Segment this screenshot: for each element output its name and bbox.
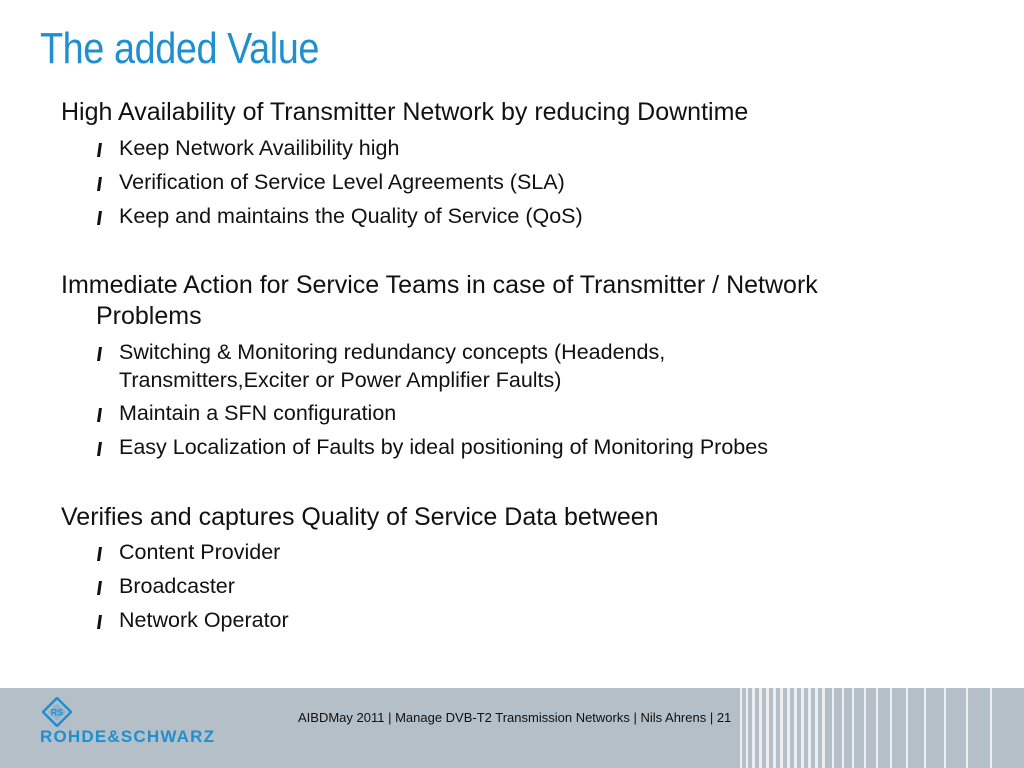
footer-text: AIBDMay 2011 | Manage DVB-T2 Transmission Networks | Nils Ahrens | 21 [298,710,732,725]
logo-wordmark: ROHDE&SCHWARZ [40,727,216,746]
slide-title: The added Value [40,24,319,73]
section-2-bullet-1: Switching & Monitoring redundancy concepts (Headends, Transmitters,Exciter or Power Amplifier Faults) [98,338,918,394]
section-3-bullet-2: Broadcaster [98,572,918,600]
section-3-bullet-3: Network Operator [98,606,918,634]
section-2-heading [61,270,961,332]
section-1-bullet-2: Verification of Service Level Agreements (SLA) [98,168,918,196]
section-3-bullet-1: Content Provider [98,538,918,566]
company-logo [40,697,270,757]
svg-text:RS: RS [50,707,64,718]
section-1-bullet-1: Keep Network Availibility high [98,134,918,162]
section-1-heading [61,97,961,128]
section-2-bullet-2: Maintain a SFN configuration [98,399,918,427]
section-1-heading-line-1: High Availability of Transmitter Network by reducing Downtime [61,98,749,126]
footer-stripes-decoration [740,688,1024,768]
section-2-bullet-3: Easy Localization of Faults by ideal positioning of Monitoring Probes [98,433,918,461]
section-1-bullet-3: Keep and maintains the Quality of Service (QoS) [98,202,918,230]
rohde-schwarz-logo-icon [42,697,72,727]
section-2-heading-line-1: Immediate Action for Service Teams in case of Transmitter / Network [61,271,818,299]
section-3-heading [61,502,961,533]
section-2-heading-line-2: Problems [96,302,202,330]
section-3-heading-line-1: Verifies and captures Quality of Service Data between [61,503,659,531]
